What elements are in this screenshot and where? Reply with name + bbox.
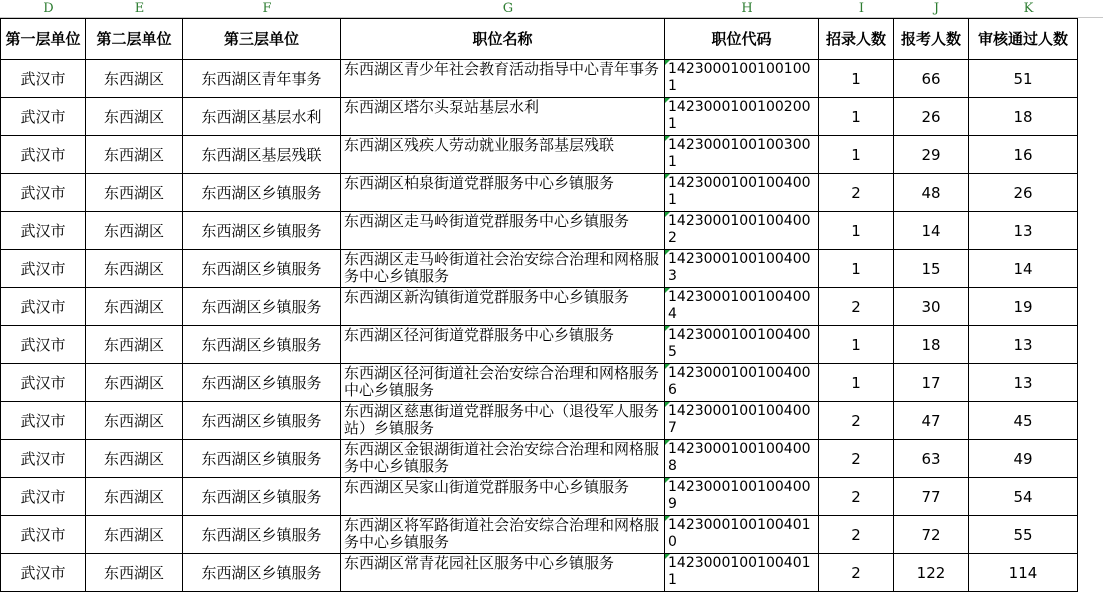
cell-level2[interactable] xyxy=(86,212,183,250)
cell-level1[interactable] xyxy=(1,136,86,174)
cell-position-code-text: 14230001001004010 xyxy=(668,516,811,550)
cell-passed-text: 51 xyxy=(1013,69,1033,88)
cell-level2[interactable] xyxy=(86,174,183,212)
cell-applied-text: 17 xyxy=(921,373,941,392)
cell-position-code[interactable] xyxy=(665,440,819,478)
cell-level3-text: 东西湖区乡镇服务 xyxy=(201,374,322,392)
cell-level2[interactable] xyxy=(86,250,183,288)
cell-level2[interactable] xyxy=(86,402,183,440)
cell-level2-text: 东西湖区 xyxy=(103,374,164,392)
column-letter-g[interactable]: G xyxy=(502,1,514,16)
table-row xyxy=(1,174,1078,212)
cell-quota[interactable] xyxy=(819,440,894,478)
cell-level3-text: 东西湖区乡镇服务 xyxy=(201,488,322,506)
cell-level1-text: 武汉市 xyxy=(20,564,66,582)
cell-level2[interactable] xyxy=(86,326,183,364)
cell-level1-text: 武汉市 xyxy=(20,70,66,88)
text-number-warning-marker xyxy=(665,554,670,559)
cell-level3[interactable] xyxy=(183,478,341,516)
cell-position-code[interactable] xyxy=(665,516,819,554)
cell-level1-text: 武汉市 xyxy=(20,374,66,392)
text-number-warning-marker xyxy=(665,250,670,255)
cell-quota[interactable] xyxy=(819,478,894,516)
cell-level1-text: 武汉市 xyxy=(20,260,66,278)
cell-quota[interactable] xyxy=(819,212,894,250)
cell-position-code-text: 14230001001004003 xyxy=(668,250,811,284)
cell-position-name[interactable] xyxy=(341,516,665,554)
cell-quota-text: 2 xyxy=(851,449,861,468)
cell-applied-text: 47 xyxy=(921,411,941,430)
cell-quota[interactable] xyxy=(819,516,894,554)
cell-position-name[interactable] xyxy=(341,402,665,440)
cell-applied[interactable] xyxy=(894,554,969,592)
cell-quota-text: 1 xyxy=(851,259,861,278)
text-number-warning-marker xyxy=(665,440,670,445)
cell-applied[interactable] xyxy=(894,250,969,288)
header-cell-position-code[interactable]: 职位代码 xyxy=(665,19,819,60)
header-cell-position-name[interactable]: 职位名称 xyxy=(341,19,665,60)
text-number-warning-marker xyxy=(665,516,670,521)
table-row xyxy=(1,136,1078,174)
cell-level1-text: 武汉市 xyxy=(20,298,66,316)
cell-level1[interactable] xyxy=(1,60,86,98)
cell-quota[interactable] xyxy=(819,60,894,98)
cell-position-name[interactable] xyxy=(341,98,665,136)
cell-position-code-text: 14230001001003001 xyxy=(668,136,811,170)
cell-position-code[interactable] xyxy=(665,478,819,516)
text-number-warning-marker xyxy=(665,60,670,65)
cell-level2-text: 东西湖区 xyxy=(103,70,164,88)
cell-level2-text: 东西湖区 xyxy=(103,412,164,430)
cell-level3-text: 东西湖区乡镇服务 xyxy=(201,260,322,278)
cell-level1-text: 武汉市 xyxy=(20,184,66,202)
cell-quota-text: 1 xyxy=(851,335,861,354)
column-letter-j[interactable]: J xyxy=(933,1,940,16)
table-row xyxy=(1,478,1078,516)
cell-level1-text: 武汉市 xyxy=(20,336,66,354)
cell-level2[interactable] xyxy=(86,478,183,516)
cell-position-name[interactable] xyxy=(341,136,665,174)
cell-level3-text: 东西湖区乡镇服务 xyxy=(201,336,322,354)
cell-position-name[interactable] xyxy=(341,478,665,516)
cell-applied-text: 48 xyxy=(921,183,941,202)
cell-level3[interactable] xyxy=(183,250,341,288)
cell-quota-text: 2 xyxy=(851,563,861,582)
cell-level1[interactable] xyxy=(1,554,86,592)
cell-level1[interactable] xyxy=(1,402,86,440)
cell-level1[interactable] xyxy=(1,98,86,136)
cell-quota[interactable] xyxy=(819,136,894,174)
cell-position-name-text: 东西湖区残疾人劳动就业服务部基层残联 xyxy=(344,136,615,154)
column-letter-k[interactable]: K xyxy=(1023,1,1034,16)
cell-position-name[interactable] xyxy=(341,326,665,364)
cell-position-code-text: 14230001001004004 xyxy=(668,288,811,322)
cell-position-name[interactable] xyxy=(341,288,665,326)
cell-position-name-text: 东西湖区径河街道党群服务中心乡镇服务 xyxy=(344,326,615,344)
cell-passed-text: 14 xyxy=(1013,259,1033,278)
column-letter-h[interactable]: H xyxy=(741,1,753,16)
cell-applied[interactable] xyxy=(894,60,969,98)
cell-level1[interactable] xyxy=(1,212,86,250)
cell-applied[interactable] xyxy=(894,440,969,478)
cell-quota-text: 2 xyxy=(851,297,861,316)
cell-position-name[interactable] xyxy=(341,212,665,250)
cell-position-name-text: 东西湖区青少年社会教育活动指导中心青年事务 xyxy=(344,60,660,78)
cell-position-name[interactable] xyxy=(341,174,665,212)
cell-level3-text: 东西湖区乡镇服务 xyxy=(201,298,322,316)
cell-level2[interactable] xyxy=(86,98,183,136)
cell-quota-text: 1 xyxy=(851,107,861,126)
table-row xyxy=(1,98,1078,136)
cell-applied-text: 66 xyxy=(921,69,941,88)
cell-level3[interactable] xyxy=(183,516,341,554)
cell-applied-text: 63 xyxy=(921,449,941,468)
cell-position-code[interactable] xyxy=(665,554,819,592)
cell-position-name[interactable] xyxy=(341,250,665,288)
table-row xyxy=(1,554,1078,592)
cell-passed-text: 19 xyxy=(1013,297,1033,316)
cell-passed[interactable] xyxy=(969,326,1078,364)
header-cell-level3[interactable]: 第三层单位 xyxy=(183,19,341,60)
cell-position-name-text: 东西湖区柏泉街道党群服务中心乡镇服务 xyxy=(344,174,615,192)
cell-level1-text: 武汉市 xyxy=(20,108,66,126)
cell-quota-text: 1 xyxy=(851,145,861,164)
column-letter-i[interactable]: I xyxy=(858,1,865,16)
cell-position-code-text: 14230001001001001 xyxy=(668,60,811,94)
cell-level2[interactable] xyxy=(86,554,183,592)
table-row xyxy=(1,516,1078,554)
cell-level2-text: 东西湖区 xyxy=(103,526,164,544)
cell-level1[interactable] xyxy=(1,174,86,212)
table-row xyxy=(1,402,1078,440)
cell-position-code[interactable] xyxy=(665,250,819,288)
cell-position-code[interactable] xyxy=(665,174,819,212)
cell-applied[interactable] xyxy=(894,326,969,364)
cell-passed-text: 13 xyxy=(1013,221,1033,240)
cell-level3[interactable] xyxy=(183,60,341,98)
header-cell-quota[interactable]: 招录人数 xyxy=(819,19,894,60)
cell-position-code-text: 14230001001004002 xyxy=(668,212,811,246)
cell-level3-text: 东西湖区基层水利 xyxy=(201,108,322,126)
header-cell-applied[interactable]: 报考人数 xyxy=(894,19,969,60)
cell-applied-text: 15 xyxy=(921,259,941,278)
cell-applied[interactable] xyxy=(894,98,969,136)
cell-position-name[interactable] xyxy=(341,60,665,98)
cell-applied[interactable] xyxy=(894,402,969,440)
cell-position-name-text: 东西湖区走马岭街道党群服务中心乡镇服务 xyxy=(344,212,630,230)
cell-level3-text: 东西湖区乡镇服务 xyxy=(201,184,322,202)
text-number-warning-marker xyxy=(665,136,670,141)
cell-level1[interactable] xyxy=(1,478,86,516)
cell-position-name[interactable] xyxy=(341,440,665,478)
cell-position-name-text: 东西湖区将军路街道社会治安综合治理和网格服务中心乡镇服务 xyxy=(344,516,660,551)
cell-passed[interactable] xyxy=(969,174,1078,212)
cell-quota[interactable] xyxy=(819,364,894,402)
cell-level3[interactable] xyxy=(183,174,341,212)
cell-level3-text: 东西湖区乡镇服务 xyxy=(201,564,322,582)
cell-level1-text: 武汉市 xyxy=(20,222,66,240)
cell-level2-text: 东西湖区 xyxy=(103,146,164,164)
cell-quota-text: 2 xyxy=(851,525,861,544)
cell-quota[interactable] xyxy=(819,174,894,212)
cell-passed[interactable] xyxy=(969,98,1078,136)
cell-level1-text: 武汉市 xyxy=(20,412,66,430)
cell-applied-text: 14 xyxy=(921,221,941,240)
cell-level1[interactable] xyxy=(1,440,86,478)
cell-position-code-text: 14230001001002001 xyxy=(668,98,811,132)
cell-applied-text: 122 xyxy=(916,563,946,582)
column-letter-e[interactable]: E xyxy=(134,1,145,16)
cell-level3[interactable] xyxy=(183,554,341,592)
cell-level1[interactable] xyxy=(1,250,86,288)
text-number-warning-marker xyxy=(665,212,670,217)
cell-passed[interactable] xyxy=(969,212,1078,250)
table-row xyxy=(1,212,1078,250)
cell-applied-text: 18 xyxy=(921,335,941,354)
text-number-warning-marker xyxy=(665,364,670,369)
cell-position-name-text: 东西湖区新沟镇街道党群服务中心乡镇服务 xyxy=(344,288,630,306)
cell-applied[interactable] xyxy=(894,174,969,212)
cell-passed[interactable] xyxy=(969,364,1078,402)
cell-level3[interactable] xyxy=(183,402,341,440)
cell-passed[interactable] xyxy=(969,440,1078,478)
cell-quota[interactable] xyxy=(819,326,894,364)
cell-passed[interactable] xyxy=(969,554,1078,592)
cell-applied-text: 29 xyxy=(921,145,941,164)
table-row xyxy=(1,250,1078,288)
cell-level2-text: 东西湖区 xyxy=(103,260,164,278)
cell-position-code-text: 14230001001004007 xyxy=(668,402,811,436)
cell-position-code[interactable] xyxy=(665,364,819,402)
cell-level2-text: 东西湖区 xyxy=(103,450,164,468)
cell-quota[interactable] xyxy=(819,554,894,592)
cell-level2[interactable] xyxy=(86,516,183,554)
cell-quota[interactable] xyxy=(819,98,894,136)
cell-applied[interactable] xyxy=(894,288,969,326)
cell-passed-text: 55 xyxy=(1013,525,1033,544)
cell-level3-text: 东西湖区乡镇服务 xyxy=(201,222,322,240)
cell-quota-text: 1 xyxy=(851,69,861,88)
cell-level3[interactable] xyxy=(183,326,341,364)
cell-position-name-text: 东西湖区慈惠街道党群服务中心（退役军人服务站）乡镇服务 xyxy=(344,402,660,437)
spreadsheet-grid xyxy=(0,18,1078,592)
cell-passed-text: 18 xyxy=(1013,107,1033,126)
cell-level1-text: 武汉市 xyxy=(20,450,66,468)
cell-quota[interactable] xyxy=(819,250,894,288)
text-number-warning-marker xyxy=(665,478,670,483)
cell-position-code[interactable] xyxy=(665,60,819,98)
cell-level2[interactable] xyxy=(86,288,183,326)
cell-quota-text: 2 xyxy=(851,183,861,202)
cell-position-code[interactable] xyxy=(665,288,819,326)
cell-passed[interactable] xyxy=(969,288,1078,326)
cell-passed-text: 49 xyxy=(1013,449,1033,468)
table-row xyxy=(1,364,1078,402)
cell-level2-text: 东西湖区 xyxy=(103,488,164,506)
cell-position-code[interactable] xyxy=(665,136,819,174)
cell-passed[interactable] xyxy=(969,60,1078,98)
cell-level2-text: 东西湖区 xyxy=(103,564,164,582)
cell-level2-text: 东西湖区 xyxy=(103,108,164,126)
cell-position-code[interactable] xyxy=(665,98,819,136)
cell-position-name[interactable] xyxy=(341,554,665,592)
cell-passed-text: 16 xyxy=(1013,145,1033,164)
text-number-warning-marker xyxy=(665,98,670,103)
cell-position-code-text: 14230001001004009 xyxy=(668,478,811,512)
cell-applied-text: 77 xyxy=(921,487,941,506)
cell-level3[interactable] xyxy=(183,212,341,250)
cell-applied-text: 72 xyxy=(921,525,941,544)
text-number-warning-marker xyxy=(665,288,670,293)
cell-level1-text: 武汉市 xyxy=(20,526,66,544)
cell-level3-text: 东西湖区乡镇服务 xyxy=(201,526,322,544)
cell-position-code[interactable] xyxy=(665,402,819,440)
cell-applied[interactable] xyxy=(894,516,969,554)
cell-level3[interactable] xyxy=(183,288,341,326)
cell-level1-text: 武汉市 xyxy=(20,146,66,164)
cell-level2-text: 东西湖区 xyxy=(103,298,164,316)
cell-level2[interactable] xyxy=(86,60,183,98)
cell-position-code-text: 14230001001004008 xyxy=(668,440,811,474)
cell-passed[interactable] xyxy=(969,250,1078,288)
cell-position-code-text: 14230001001004011 xyxy=(668,554,811,588)
cell-quota-text: 2 xyxy=(851,487,861,506)
cell-quota[interactable] xyxy=(819,402,894,440)
cell-position-code-text: 14230001001004005 xyxy=(668,326,811,360)
header-cell-level1[interactable]: 第一层单位 xyxy=(1,19,86,60)
cell-position-code[interactable] xyxy=(665,212,819,250)
cell-passed-text: 26 xyxy=(1013,183,1033,202)
cell-position-code-text: 14230001001004001 xyxy=(668,174,811,208)
cell-level3-text: 东西湖区乡镇服务 xyxy=(201,412,322,430)
cell-applied[interactable] xyxy=(894,364,969,402)
cell-level2[interactable] xyxy=(86,136,183,174)
cell-passed-text: 13 xyxy=(1013,335,1033,354)
cell-applied[interactable] xyxy=(894,136,969,174)
cell-passed[interactable] xyxy=(969,136,1078,174)
cell-level3[interactable] xyxy=(183,136,341,174)
cell-applied-text: 30 xyxy=(921,297,941,316)
cell-level1-text: 武汉市 xyxy=(20,488,66,506)
cell-level1[interactable] xyxy=(1,288,86,326)
cell-level2-text: 东西湖区 xyxy=(103,336,164,354)
cell-position-name-text: 东西湖区径河街道社会治安综合治理和网格服务中心乡镇服务 xyxy=(344,364,660,399)
cell-passed-text: 114 xyxy=(1008,563,1038,582)
cell-position-name-text: 东西湖区塔尔头泵站基层水利 xyxy=(344,98,540,116)
cell-applied[interactable] xyxy=(894,478,969,516)
cell-passed-text: 54 xyxy=(1013,487,1033,506)
cell-quota-text: 1 xyxy=(851,373,861,392)
cell-level3-text: 东西湖区青年事务 xyxy=(201,70,322,88)
table-row xyxy=(1,288,1078,326)
text-number-warning-marker xyxy=(665,402,670,407)
cell-level2[interactable] xyxy=(86,364,183,402)
cell-position-name-text: 东西湖区金银湖街道社会治安综合治理和网格服务中心乡镇服务 xyxy=(344,440,660,475)
cell-position-name-text: 东西湖区吴家山街道党群服务中心乡镇服务 xyxy=(344,478,630,496)
cell-level3[interactable] xyxy=(183,364,341,402)
cell-position-name[interactable] xyxy=(341,364,665,402)
cell-position-name-text: 东西湖区常青花园社区服务中心乡镇服务 xyxy=(344,554,615,572)
cell-quota-text: 1 xyxy=(851,221,861,240)
cell-position-name-text: 东西湖区走马岭街道社会治安综合治理和网格服务中心乡镇服务 xyxy=(344,250,660,285)
cell-applied-text: 26 xyxy=(921,107,941,126)
header-cell-passed[interactable]: 审核通过人数 xyxy=(969,19,1078,60)
cell-passed-text: 13 xyxy=(1013,373,1033,392)
cell-level3[interactable] xyxy=(183,98,341,136)
cell-level3-text: 东西湖区乡镇服务 xyxy=(201,450,322,468)
text-number-warning-marker xyxy=(665,174,670,179)
cell-level2[interactable] xyxy=(86,440,183,478)
header-cell-level2[interactable]: 第二层单位 xyxy=(86,19,183,60)
cell-level1[interactable] xyxy=(1,326,86,364)
cell-level1[interactable] xyxy=(1,364,86,402)
header-row xyxy=(1,19,1078,60)
column-header-bar xyxy=(0,0,1103,18)
cell-level3[interactable] xyxy=(183,440,341,478)
cell-level1[interactable] xyxy=(1,516,86,554)
cell-applied[interactable] xyxy=(894,212,969,250)
table-row xyxy=(1,440,1078,478)
cell-passed[interactable] xyxy=(969,516,1078,554)
cell-quota-text: 2 xyxy=(851,411,861,430)
cell-passed[interactable] xyxy=(969,478,1078,516)
table-row xyxy=(1,326,1078,364)
text-number-warning-marker xyxy=(665,326,670,331)
cell-quota[interactable] xyxy=(819,288,894,326)
column-letter-f[interactable]: F xyxy=(262,1,272,16)
table-row xyxy=(1,60,1078,98)
cell-level2-text: 东西湖区 xyxy=(103,184,164,202)
cell-level2-text: 东西湖区 xyxy=(103,222,164,240)
cell-position-code[interactable] xyxy=(665,326,819,364)
cell-position-code-text: 14230001001004006 xyxy=(668,364,811,398)
cell-passed[interactable] xyxy=(969,402,1078,440)
cell-passed-text: 45 xyxy=(1013,411,1033,430)
column-letter-d[interactable]: D xyxy=(43,1,54,16)
cell-level3-text: 东西湖区基层残联 xyxy=(201,146,322,164)
